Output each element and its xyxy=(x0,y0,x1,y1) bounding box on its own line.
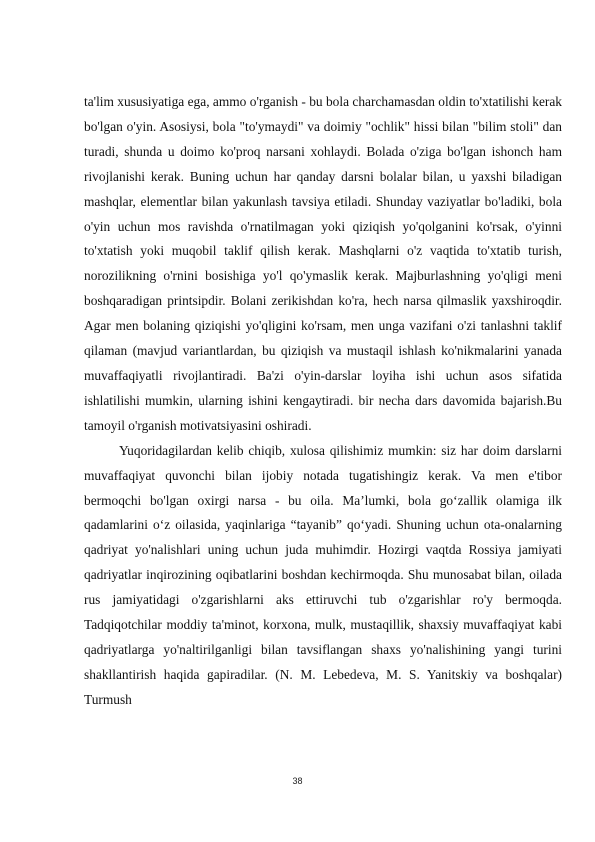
paragraph-1: ta'lim xususiyatiga ega, ammo o'rganish - bu bola charchamasdan oldin to'xtatilishi kerak bo'lgan o'yin. Asosiysi, bola "to'ymaydi" va doimiy "ochlik" hissi bilan "bilim stoli" dan turadi, shunda u doimo ko'proq narsani xohlaydi. Bolada o'ziga bo'lgan ishonch ham rivojlanishi kerak. Buning uchun har qanday darsni bolalar bilan, u yaxshi biladigan mashqlar, elementlar bilan yakunlash tavsiya etiladi. Shunday vaziyatlar bo'ladiki, bola o'yin uchun mos ravishda o'rnatilmagan yoki qiziqish yo'qolganini ko'rsak, o'yinni to'xtatish yoki muqobil taklif qilish kerak. Mashqlarni o'z vaqtida to'xtatib turish, norozilikning o'rnini bosishiga yo'l qo'ymaslik kerak. Majburlashning yo'qligi meni boshqaradigan printsipdir. Bolani zerikishdan ko'ra, hech narsa qilmaslik yaxshiroqdir. Agar men bolaning qiziqishi yo'qligini ko'rsam, men unga vazifani o'zi tanlashni taklif qilaman (mavjud variantlardan, bu qiziqish va mustaqil ishlash ko'nikmalarini yanada muvaffaqiyatli rivojlantiradi. Ba'zi o'yin-darslar loyiha ishi uchun asos sifatida ishlatilishi mumkin, ularning ishini kengaytiradi. bir necha dars davomida bajarish.Bu tamoyil o'rganish motivatsiyasini oshiradi. xyxy=(84,94,562,433)
page-number: 38 xyxy=(292,776,303,786)
paragraph-2: Yuqoridagilardan kelib chiqib, xulosa qilishimiz mumkin: siz har doim darslarni muvaffaqiyat quvonchi bilan ijobiy notada tugatishingiz kerak. Va men e'tibor bermoqchi bo'lgan oxirgi narsa - bu oila. Ma’lumki, bola go‘zallik olamiga ilk qadamlarini o‘z oilasida, yaqinlariga “tayanib” qo‘yadi. Shuning uchun ota-onalarning qadriyat yo'nalishlari uning uchun juda muhimdir. Hozirgi vaqtda Rossiya jamiyati qadriyatlar inqirozining oqibatlarini boshdan kechirmoqda. Shu munosabat bilan, oilada rus jamiyatidagi o'zgarishlarni aks ettiruvchi tub o'zgarishlar ro'y bermoqda. Tadqiqotchilar moddiy ta'minot, korxona, mulk, mustaqillik, shaxsiy muvaffaqiyat kabi qadriyatlarga yo'naltirilganligi bilan tavsiflangan shaxs yo'nalishining yangi turini shakllantirish haqida gapiradilar. (N. M. Lebedeva, M. S. Yanitskiy va boshqalar) Turmush xyxy=(84,442,562,707)
document-body xyxy=(84,90,562,713)
